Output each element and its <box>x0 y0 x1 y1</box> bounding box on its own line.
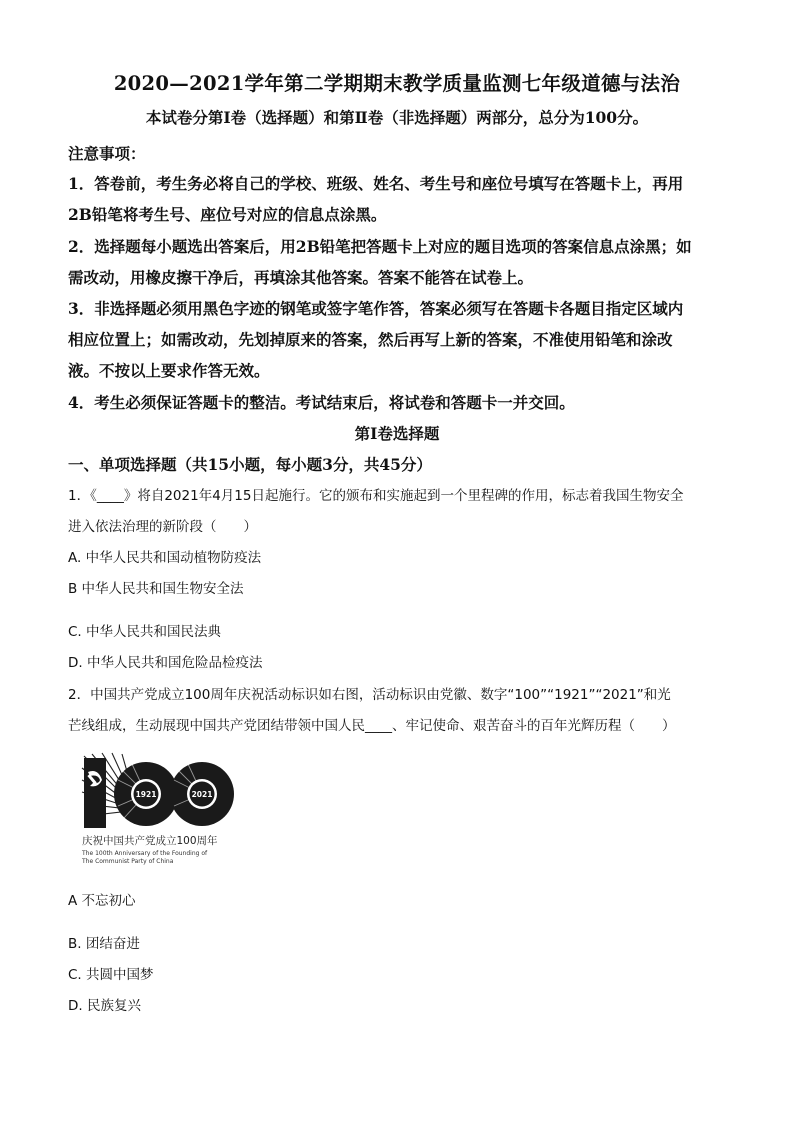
notice-line: 相应位置上；如需改动，先划掉原来的答案，然后再写上新的答案，不准使用铅笔和涂改 <box>68 330 673 349</box>
exam-title: 2020—2021学年第二学期期末教学质量监测七年级道德与法治 <box>113 72 681 95</box>
q2-option-b: B. 团结奋进 <box>68 936 140 952</box>
notice-line: 2B铅笔将考生号、座位号对应的信息点涂黑。 <box>68 205 387 224</box>
logo-caption-cn: 庆祝中国共产党成立100周年 <box>82 835 218 847</box>
logo-caption-en-1: The 100th Anniversary of the Founding of <box>82 850 208 857</box>
notice-line: 3．非选择题必须用黑色字迹的钢笔或签字笔作答，答案必须写在答题卡各题目指定区域内 <box>68 299 684 318</box>
q2-option-a: A 不忘初心 <box>68 893 136 909</box>
section-heading: 一、单项选择题（共15小题，每小题3分，共45分） <box>68 455 432 474</box>
digit-one <box>84 758 106 828</box>
notice-line: 需改动，用橡皮擦干净后，再填涂其他答案。答案不能答在试卷上。 <box>68 268 534 287</box>
q2-option-d: D. 民族复兴 <box>68 998 141 1014</box>
logo-year-1921: 1921 <box>135 790 157 799</box>
q1-option-a: A. 中华人民共和国动植物防疫法 <box>68 550 262 566</box>
question-1-line2: 进入依法治理的新阶段（ ） <box>68 519 257 535</box>
notice-line: 液。不按以上要求作答无效。 <box>68 361 270 380</box>
question-1-line1: 1．《____》将自2021年4月15日起施行。它的颁布和实施起到一个里程碑的作用，标志着我国生物安全 <box>68 488 684 504</box>
notice-line: 1．答卷前，考生务必将自己的学校、班级、姓名、考生号和座位号填写在答题卡上，再用 <box>68 174 684 193</box>
q1-option-d: D. 中华人民共和国危险品检疫法 <box>68 655 263 671</box>
cpc-centenary-logo <box>78 750 244 870</box>
notice-heading: 注意事项： <box>68 144 146 163</box>
q1-option-b: B 中华人民共和国生物安全法 <box>68 581 244 597</box>
q2-option-c: C. 共圆中国梦 <box>68 967 154 983</box>
logo-caption-en-2: The Communist Party of China <box>82 858 174 865</box>
question-2-line2: 芒线组成，生动展现中国共产党团结带领中国人民____、牢记使命、艰苦奋斗的百年光辉历程（ ） <box>68 718 676 734</box>
logo-year-2021: 2021 <box>191 790 213 799</box>
question-2-line1: 2．中国共产党成立100周年庆祝活动标识如右图，活动标识由党徽、数字“100”“1921”“2021”和光 <box>68 687 671 703</box>
part1-title: 第Ⅰ卷选择题 <box>354 424 440 443</box>
q1-option-c: C. 中华人民共和国民法典 <box>68 624 222 640</box>
notice-line: 4．考生必须保证答题卡的整洁。考试结束后，将试卷和答题卡一并交回。 <box>68 393 575 412</box>
exam-subtitle: 本试卷分第Ⅰ卷（选择题）和第Ⅱ卷（非选择题）两部分，总分为100分。 <box>145 108 649 127</box>
notice-line: 2．选择题每小题选出答案后，用2B铅笔把答题卡上对应的题目选项的答案信息点涂黑；如 <box>68 237 692 256</box>
